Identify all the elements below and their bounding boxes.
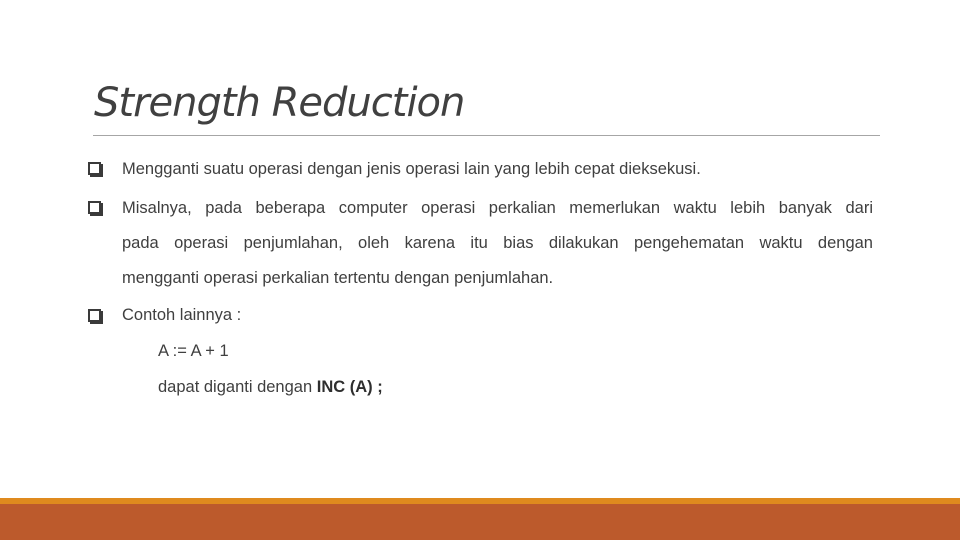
inc-instruction: INC (A) ; (316, 378, 383, 396)
square-bullet-icon (88, 309, 101, 322)
example-replacement (158, 378, 383, 397)
bullet-2-line-1: Misalnya, pada beberapa computer operasi perkalian memerlukan waktu lebih banyak dari (122, 199, 873, 217)
example-replacement-text: dapat diganti dengan (158, 378, 317, 396)
bullet-2-line-2: pada operasi penjumlahan, oleh karena itu bias dilakukan pengehematan waktu dengan (122, 234, 873, 252)
square-bullet-icon (88, 162, 101, 175)
example-statement: A := A + 1 (158, 342, 229, 360)
footer-band (0, 504, 960, 540)
bullet-1-line-1: Mengganti suatu operasi dengan jenis operasi lain yang lebih cepat dieksekusi. (122, 160, 701, 178)
bullet-2-line-3: mengganti operasi perkalian tertentu dengan penjumlahan. (122, 269, 554, 287)
bullet-3-line-1: Contoh lainnya : (122, 306, 242, 324)
title-divider (93, 135, 880, 136)
square-bullet-icon (88, 201, 101, 214)
slide-title: Strength Reduction (94, 80, 465, 126)
